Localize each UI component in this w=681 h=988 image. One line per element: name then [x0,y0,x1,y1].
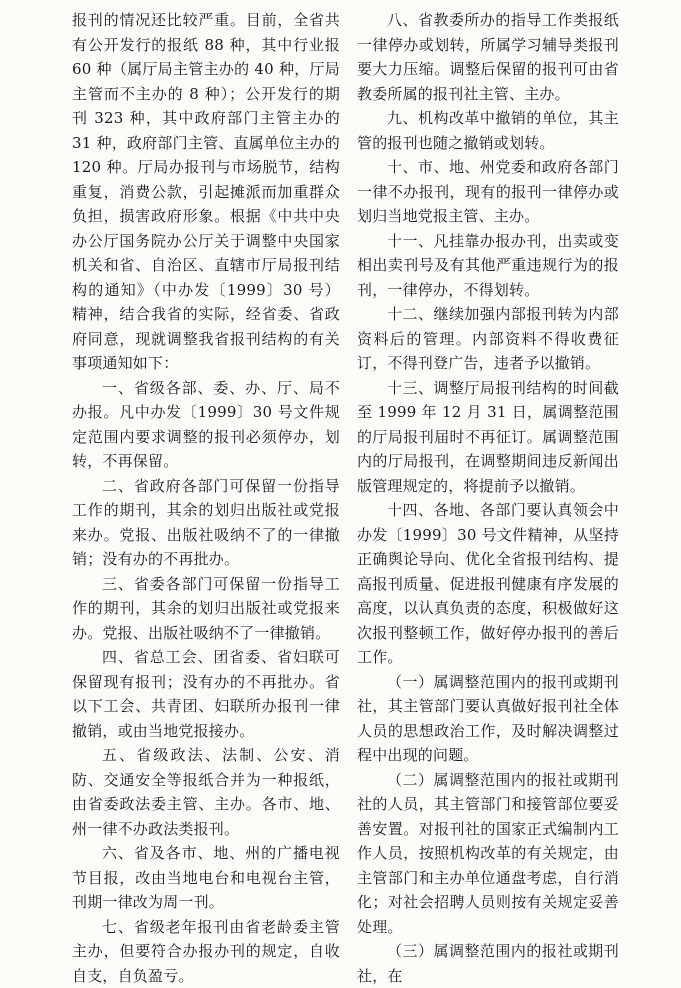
paragraph: 三、省委各部门可保留一份指导工作的期刊，其余的划归出版社或党报来办。党报、出版社吸纳不了一律撤销。 [72,572,340,646]
paragraph: 五、省级政法、法制、公安、消防、交通安全等报纸合并为一种报纸，由省委政法委主管、主办。各市、地、州一律不办政法类报刊。 [72,743,340,841]
paragraph: 八、省教委所办的指导工作类报纸一律停办或划转，所属学习辅导类报刊要大力压缩。调整后保留的报刊可由省教委所属的报刊社主管、主办。 [357,8,619,106]
paragraph: 七、省级老年报刊由省老龄委主管主办，但要符合办报办刊的规定，自收自支，自负盈亏。 [72,915,340,988]
paragraph: 二、省政府各部门可保留一份指导工作的期刊，其余的划归出版社或党报来办。党报、出版社吸纳不了的一律撤销；没有办的不再批办。 [72,474,340,572]
paragraph: （二）属调整范围内的报社或期刊社的人员，其主管部门和接管部位要妥善安置。对报刊社的国家正式编制内工作人员，按照机构改革的有关规定，由主管部门和主办单位通盘考虑，自行消化；对社会招聘人员则按有关规定妥善处理。 [357,768,619,940]
right-column [357,8,619,988]
paragraph: 十三、调整厅局报刊结构的时间截至 1999 年 12 月 31 日，属调整范围的厅局报刊届时不再征订。属调整范围内的厅局报刊，在调整期间违反新闻出版管理规定的，将提前予以撤销。 [357,376,619,499]
paragraph: 十、市、地、州党委和政府各部门一律不办报刊，现有的报刊一律停办或划归当地党报主管、主办。 [357,155,619,229]
left-column [72,8,340,988]
paragraph: 十二、继续加强内部报刊转为内部资料后的管理。内部资料不得收费征订，不得刊登广告，违者予以撤销。 [357,302,619,376]
paragraph: （一）属调整范围内的报刊或期刊社，其主管部门要认真做好报刊社全体人员的思想政治工作，及时解决调整过程中出现的问题。 [357,670,619,768]
paragraph: 九、机构改革中撤销的单位，其主管的报刊也随之撤销或划转。 [357,106,619,155]
paragraph: （三）属调整范围内的报社或期刊社，在 [357,939,619,988]
paragraph: 一、省级各部、委、办、厅、局不办报。凡中办发〔1999〕30 号文件规定范围内要求调整的报刊必须停办，划转，不再保留。 [72,376,340,474]
paragraph: 报刊的情况还比较严重。目前，全省共有公开发行的报纸 88 种，其中行业报 60 种（属厅局主管主办的 40 种，厅局主管而不主办的 8 种）；公开发行的期刊 323 种，其中政府部门主管主办的 31 种，政府部门主管、直属单位主办的 120 种。厅局办报刊与市场脱节，结构重复，消费公款，引起摊派而加重群众负担，损害政府形象。根据《中共中央办公厅国务院办公厅关于调整中央国家机关和省、自治区、直辖市厅局报刊结构的通知》（中办发〔1999〕30 号）精神，结合我省的实际，经省委、省政府同意，现就调整我省报刊结构的有关事项通知如下： [72,8,340,376]
paragraph: 六、省及各市、地、州的广播电视节目报，改由当地电台和电视台主管，刊期一律改为周一刊。 [72,841,340,915]
paragraph: 四、省总工会、团省委、省妇联可保留现有报刊；没有办的不再批办。省以下工会、共青团、妇联所办报刊一律撤销，或由当地党报接办。 [72,645,340,743]
paragraph: 十一、凡挂靠办报办刊，出卖或变相出卖刊号及有其他严重违规行为的报刊，一律停办，不得划转。 [357,229,619,303]
paragraph: 十四、各地、各部门要认真领会中办发〔1999〕30 号文件精神，从坚持正确舆论导向、优化全省报刊结构、提高报刊质量、促进报刊健康有序发展的高度，以认真负责的态度，积极做好这次报刊整顿工作，做好停办报刊的善后工作。 [357,498,619,670]
